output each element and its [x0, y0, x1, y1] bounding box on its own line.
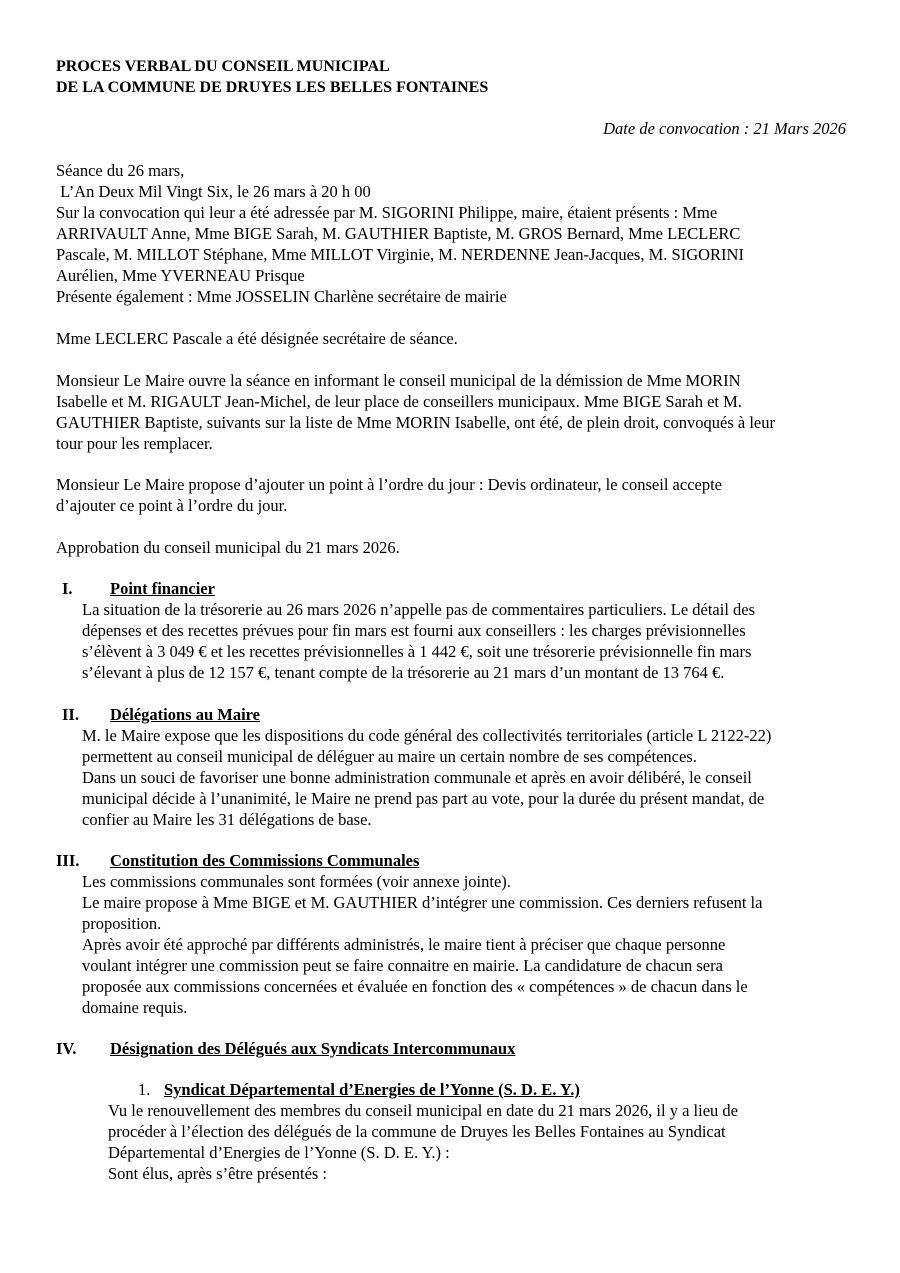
- convocation-date: Date de convocation : 21 Mars 2026: [603, 119, 846, 138]
- section-line: dépenses et des recettes prévues pour fin mars est fourni aux conseillers : les charges prévisionnelles: [82, 621, 746, 640]
- section-line: Après avoir été approché par différents administrés, le maire tient à préciser que chaque personne: [82, 935, 726, 954]
- section-line: proposée aux commissions concernées et évaluée en fonction des « compétences » de chacun dans le: [82, 977, 748, 996]
- section-numeral: IV.: [56, 1039, 77, 1058]
- section-heading: Point financier: [110, 579, 215, 598]
- intro-line: ARRIVAULT Anne, Mme BIGE Sarah, M. GAUTHIER Baptiste, M. GROS Bernard, Mme LECLERC: [56, 224, 741, 243]
- section-line: s’élevant à plus de 12 157 €, tenant compte de la trésorerie au 21 mars d’un montant de 13 764 €.: [82, 663, 725, 682]
- opening-line: GAUTHIER Baptiste, suivants sur la liste de Mme MORIN Isabelle, ont été, de plein droit, convoqués à leur: [56, 413, 775, 432]
- section-heading: Délégations au Maire: [110, 705, 261, 724]
- section-line: permettent au conseil municipal de déléguer au maire un certain nombre de ses compétences.: [82, 747, 697, 766]
- intro-line: L’An Deux Mil Vingt Six, le 26 mars à 20 h 00: [56, 182, 371, 201]
- approval-paragraph: Approbation du conseil municipal du 21 mars 2026.: [56, 538, 400, 557]
- intro-line: Séance du 26 mars,: [56, 161, 185, 180]
- subsection-number: 1.: [138, 1080, 151, 1099]
- section-heading: Constitution des Commissions Communales: [110, 851, 420, 870]
- intro-line: Aurélien, Mme YVERNEAU Prisque: [56, 266, 305, 285]
- section-line: Les commissions communales sont formées (voir annexe jointe).: [82, 872, 511, 891]
- section-line: s’élèvent à 3 049 € et les recettes prévisionnelles à 1 442 €, soit une trésorerie prévisionnelle fin mars: [82, 642, 752, 661]
- section-line: Dans un souci de favoriser une bonne administration communale et après en avoir délibéré, le conseil: [82, 768, 752, 787]
- section-line: confier au Maire les 31 délégations de base.: [82, 810, 372, 829]
- subsection-line: procéder à l’élection des délégués de la commune de Druyes les Belles Fontaines au Syndicat: [108, 1122, 726, 1141]
- agenda-line: Monsieur Le Maire propose d’ajouter un point à l’ordre du jour : Devis ordinateur, le conseil accepte: [56, 475, 722, 494]
- subsection-heading: Syndicat Départemental d’Energies de l’Yonne (S. D. E. Y.): [164, 1080, 580, 1099]
- document-title-line2: DE LA COMMUNE DE DRUYES LES BELLES FONTAINES: [56, 79, 489, 96]
- section-line: Le maire propose à Mme BIGE et M. GAUTHIER d’intégrer une commission. Ces derniers refusent la: [82, 893, 763, 912]
- subsection-line: Sont élus, après s’être présentés :: [108, 1164, 328, 1183]
- section-numeral: I.: [62, 579, 73, 598]
- section-numeral: II.: [62, 705, 79, 724]
- intro-line: Sur la convocation qui leur a été adressée par M. SIGORINI Philippe, maire, étaient présents : Mme: [56, 203, 718, 222]
- section-line: municipal décide à l’unanimité, le Maire ne prend pas part au vote, pour la durée du présent mandat, de: [82, 789, 765, 808]
- section-line: proposition.: [82, 914, 162, 933]
- subsection-line: Vu le renouvellement des membres du conseil municipal en date du 21 mars 2026, il y a lieu de: [108, 1101, 738, 1120]
- section-numeral: III.: [56, 851, 80, 870]
- secretary-paragraph: Mme LECLERC Pascale a été désignée secrétaire de séance.: [56, 329, 458, 348]
- section-line: M. le Maire expose que les dispositions du code général des collectivités territoriales (article L 2122-22): [82, 726, 772, 745]
- section-line: domaine requis.: [82, 998, 188, 1017]
- opening-line: tour pour les remplacer.: [56, 434, 213, 453]
- agenda-line: d’ajouter ce point à l’ordre du jour.: [56, 496, 288, 515]
- intro-line: Pascale, M. MILLOT Stéphane, Mme MILLOT Virginie, M. NERDENNE Jean-Jacques, M. SIGORINI: [56, 245, 744, 264]
- section-line: La situation de la trésorerie au 26 mars 2026 n’appelle pas de commentaires particuliers. Le détail des: [82, 600, 756, 619]
- section-line: voulant intégrer une commission peut se faire connaitre en mairie. La candidature de chacun sera: [82, 956, 723, 975]
- intro-line: Présente également : Mme JOSSELIN Charlène secrétaire de mairie: [56, 287, 507, 306]
- subsection-line: Départemental d’Energies de l’Yonne (S. D. E. Y.) :: [108, 1143, 450, 1162]
- document-title-line1: PROCES VERBAL DU CONSEIL MUNICIPAL: [56, 58, 390, 75]
- opening-line: Monsieur Le Maire ouvre la séance en informant le conseil municipal de la démission de Mme MORIN: [56, 371, 741, 390]
- opening-line: Isabelle et M. RIGAULT Jean-Michel, de leur place de conseillers municipaux. Mme BIGE Sarah et M.: [56, 392, 742, 411]
- section-heading: Désignation des Délégués aux Syndicats Intercommunaux: [110, 1039, 516, 1058]
